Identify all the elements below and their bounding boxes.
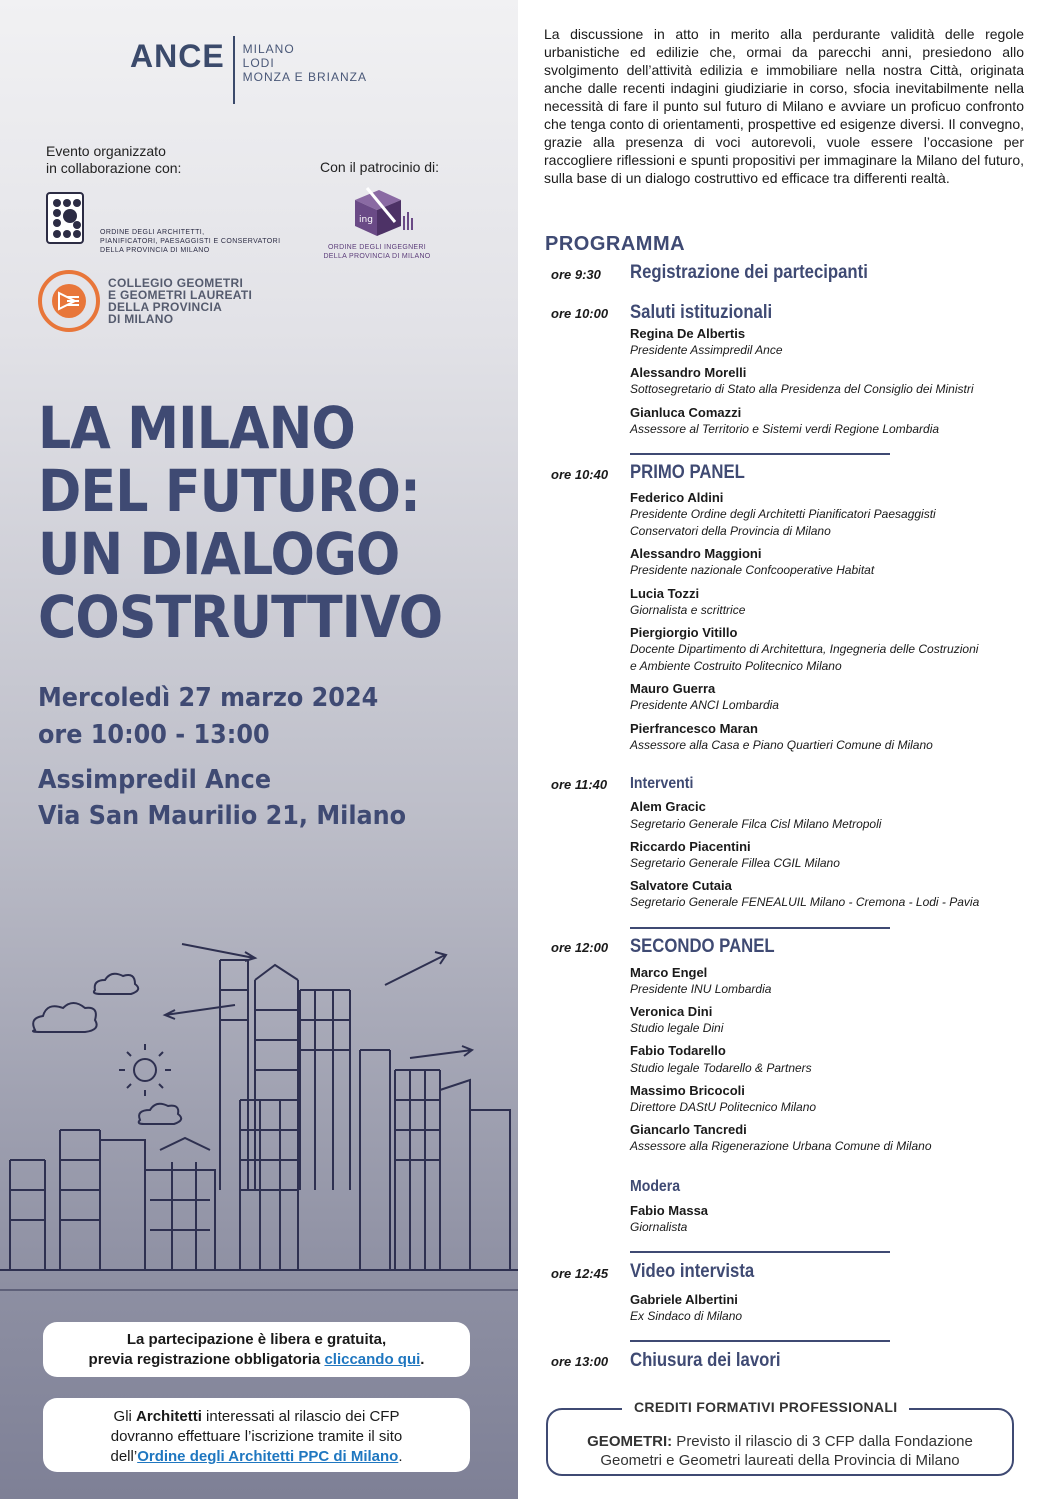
organizers-label-line: Evento organizzato xyxy=(46,143,166,159)
speaker-role: Ex Sindaco di Milano xyxy=(630,1309,743,1323)
section-divider xyxy=(630,1251,890,1253)
speaker-role: Presidente INU Lombardia xyxy=(630,982,772,996)
logo-text-line: DELLA PROVINCIA xyxy=(108,300,223,314)
slot-heading xyxy=(630,262,900,284)
credits-line: Geometri e Geometri laureati della Provincia di Milano xyxy=(600,1452,960,1469)
event-title-line: DEL FUTURO: xyxy=(38,457,421,525)
architects-note-line xyxy=(43,1447,470,1467)
credits-line xyxy=(548,1432,1012,1451)
event-venue xyxy=(38,762,438,834)
note-text: . xyxy=(398,1448,403,1465)
speaker-role: Assessore alla Rigenerazione Urbana Comune di Milano xyxy=(630,1139,932,1153)
speaker-name: Piergiorgio Vitillo xyxy=(630,625,738,640)
section-divider xyxy=(630,1340,890,1342)
architects-note-box xyxy=(43,1398,470,1472)
organizers-label-line: in collaborazione con: xyxy=(46,160,182,176)
credits-title: CREDITI FORMATIVI PROFESSIONALI xyxy=(622,1399,909,1415)
ance-sub-line: MONZA E BRIANZA xyxy=(242,70,368,84)
event-date: Mercoledì 27 marzo 2024 xyxy=(38,683,379,713)
slot-heading xyxy=(630,775,702,793)
event-time: ore 10:00 - 13:00 xyxy=(38,720,270,750)
speaker-name: Federico Aldini xyxy=(630,490,724,505)
speaker-name: Mauro Guerra xyxy=(630,681,716,696)
slot-time: ore 12:00 xyxy=(551,940,609,955)
slot-heading-text: Registrazione dei partecipanti xyxy=(630,262,868,283)
speaker-name: Massimo Bricocoli xyxy=(630,1083,745,1098)
speaker-role: Presidente ANCI Lombardia xyxy=(630,698,779,712)
section-divider xyxy=(630,927,890,929)
registration-line xyxy=(43,1350,470,1370)
ance-logo-word: ANCE xyxy=(130,38,225,74)
logo-text-line: ORDINE DEGLI INGEGNERI xyxy=(327,244,426,251)
logo-text-line: PIANIFICATORI, PAESAGGISTI E CONSERVATORI xyxy=(100,238,281,245)
slot-heading xyxy=(630,936,794,958)
slot-heading-text: Chiusura dei lavori xyxy=(630,1350,781,1371)
venue-address: Via San Maurilio 21, Milano xyxy=(38,801,407,831)
logo-text-line: ORDINE DEGLI ARCHITETTI, xyxy=(100,229,205,236)
speaker-name: Regina De Albertis xyxy=(630,326,746,341)
engineers-logo-text xyxy=(322,243,432,261)
geometri-college-logo xyxy=(38,270,252,332)
logo-text-line: E GEOMETRI LAUREATI xyxy=(108,288,253,302)
speaker-name: Alem Gracic xyxy=(630,799,706,814)
architects-order-logo xyxy=(46,192,280,255)
ance-sub-line: LODI xyxy=(242,56,275,70)
speaker-name: Veronica Dini xyxy=(630,1004,713,1019)
credits-box xyxy=(546,1408,1014,1476)
ance-logo xyxy=(130,36,367,104)
section-divider xyxy=(630,453,890,455)
logo-text-line: COLLEGIO GEOMETRI xyxy=(108,276,244,290)
slot-heading-text: Interventi xyxy=(630,775,694,792)
registration-text: previa registrazione obbligatoria xyxy=(88,1351,325,1368)
logo-text-line: DELLA PROVINCIA DI MILANO xyxy=(323,253,431,260)
speaker-role: Giornalista xyxy=(630,1220,688,1234)
speaker-role: Studio legale Todarello & Partners xyxy=(630,1061,812,1075)
architects-logo-text xyxy=(100,192,280,255)
speaker-role: Presidente Ordine degli Architetti Pianificatori Paesaggisti xyxy=(630,507,936,521)
speaker-role: Presidente nazionale Confcooperative Habitat xyxy=(630,563,875,577)
slot-heading xyxy=(630,302,792,324)
engineers-logo-icon xyxy=(337,186,417,238)
event-title-line: COSTRUTTIVO xyxy=(38,583,443,651)
speaker-role: Docente Dipartimento di Architettura, Ingegneria delle Costruzioni xyxy=(630,642,979,656)
architects-note-line: dovranno effettuare l’iscrizione tramite il sito xyxy=(110,1428,403,1445)
intro-paragraph: La discussione in atto in merito alla perdurante validità delle regole urbanistiche ed edilizie che, ormai da parecchi anni, presiedono allo svolgimento dell’attività edilizia e immobiliare nella nostra Città, originata anche dalle recenti indagini giudiziarie in corso, sfocia inevitabilmente nella necessità di fare il punto sul futuro di Milano e avviare un proficuo confronto che tenga conto di orientamenti, prospettive ed esigenze diversi. Il convegno, grazie alla presenza di voci autorevoli, vuole essere l’occasione per raccogliere riflessioni e spunti propositivi per immaginare la Milano del futuro, sulla base di un dialogo costruttivo ed efficace tra differenti realtà. xyxy=(544,26,1024,186)
architects-logo-icon xyxy=(46,192,84,244)
logo-text-line: DI MILANO xyxy=(108,312,174,326)
speaker-role: Studio legale Dini xyxy=(630,1021,724,1035)
event-title-line: UN DIALOGO xyxy=(38,520,400,588)
slot-heading xyxy=(630,1261,771,1283)
registration-line: La partecipazione è libera e gratuita, xyxy=(126,1331,387,1348)
left-panel xyxy=(0,0,518,1499)
credits-bold-text: GEOMETRI: xyxy=(587,1433,673,1450)
speaker-name: Marco Engel xyxy=(630,965,708,980)
slot-time: ore 12:45 xyxy=(551,1266,609,1281)
speaker-name: Riccardo Piacentini xyxy=(630,839,751,854)
slot-heading-text: Saluti istituzionali xyxy=(630,302,773,323)
slot-time: ore 10:00 xyxy=(551,306,609,321)
slot-heading xyxy=(630,462,761,484)
registration-box xyxy=(43,1322,470,1377)
geometri-logo-icon xyxy=(38,270,100,332)
speaker-role: Segretario Generale FENEALUIL Milano - Cremona - Lodi - Pavia xyxy=(630,895,980,909)
architects-order-link[interactable]: Ordine degli Architetti PPC di Milano xyxy=(137,1448,399,1465)
slot-heading-text: Modera xyxy=(630,1178,681,1195)
speaker-name: Fabio Todarello xyxy=(630,1043,726,1058)
slot-heading-text: PRIMO PANEL xyxy=(630,462,745,483)
organizers-label xyxy=(46,143,181,177)
slot-time: ore 13:00 xyxy=(551,1354,609,1369)
speaker-role: e Ambiente Costruito Politecnico Milano xyxy=(630,659,842,673)
event-datetime xyxy=(38,680,408,754)
speaker-name: Gianluca Comazzi xyxy=(630,405,742,420)
slot-heading-text: SECONDO PANEL xyxy=(630,936,775,957)
registration-link[interactable]: cliccando qui xyxy=(324,1351,421,1368)
engineers-order-logo xyxy=(322,186,432,261)
note-bold-text: Architetti xyxy=(136,1408,202,1425)
architects-note-line xyxy=(43,1407,470,1427)
speaker-name: Pierfrancesco Maran xyxy=(630,721,758,736)
slot-heading-text: Video intervista xyxy=(630,1261,755,1282)
speaker-role: Segretario Generale Fillea CGIL Milano xyxy=(630,856,840,870)
speaker-role: Giornalista e scrittrice xyxy=(630,603,746,617)
ance-sub-line: MILANO xyxy=(242,42,295,56)
event-title-line: LA MILANO xyxy=(38,394,355,462)
speaker-name: Salvatore Cutaia xyxy=(630,878,732,893)
slot-time: ore 10:40 xyxy=(551,467,609,482)
moderator-heading xyxy=(630,1178,687,1196)
speaker-name: Gabriele Albertini xyxy=(630,1292,738,1307)
note-text: interessati al rilascio dei CFP xyxy=(201,1408,400,1425)
logo-text-line: DELLA PROVINCIA DI MILANO xyxy=(100,247,210,254)
event-title xyxy=(38,394,487,651)
svg-text:ing: ing xyxy=(359,215,373,225)
programma-title: PROGRAMMA xyxy=(545,233,686,255)
speaker-role: Assessore al Territorio e Sistemi verdi Regione Lombardia xyxy=(630,422,940,436)
speaker-name: Fabio Massa xyxy=(630,1203,709,1218)
slot-time: ore 9:30 xyxy=(551,267,601,282)
note-text: Gli xyxy=(113,1408,137,1425)
speaker-role: Sottosegretario di Stato alla Presidenza del Consiglio dei Ministri xyxy=(630,382,974,396)
note-text: dell’ xyxy=(110,1448,138,1465)
patronage-label: Con il patrocinio di: xyxy=(320,159,440,175)
speaker-role: Conservatori della Provincia di Milano xyxy=(630,524,831,538)
speaker-role: Assessore alla Casa e Piano Quartieri Comune di Milano xyxy=(630,738,933,752)
registration-text: . xyxy=(420,1351,425,1368)
credits-text: Previsto il rilascio di 3 CFP dalla Fondazione xyxy=(672,1433,973,1450)
speaker-role: Presidente Assimpredil Ance xyxy=(630,343,783,357)
speaker-name: Alessandro Morelli xyxy=(630,365,747,380)
ance-logo-subtitle xyxy=(243,36,367,84)
slot-heading xyxy=(630,1350,801,1372)
speaker-role: Segretario Generale Filca Cisl Milano Metropoli xyxy=(630,817,882,831)
ance-logo-divider xyxy=(233,36,235,104)
speaker-name: Alessandro Maggioni xyxy=(630,546,762,561)
geometri-logo-text xyxy=(108,277,252,325)
venue-name: Assimpredil Ance xyxy=(38,765,272,795)
speaker-role: Direttore DAStU Politecnico Milano xyxy=(630,1100,817,1114)
city-skyline-sketch xyxy=(0,930,518,1310)
speaker-name: Giancarlo Tancredi xyxy=(630,1122,747,1137)
speaker-name: Lucia Tozzi xyxy=(630,586,700,601)
slot-time: ore 11:40 xyxy=(551,777,608,792)
